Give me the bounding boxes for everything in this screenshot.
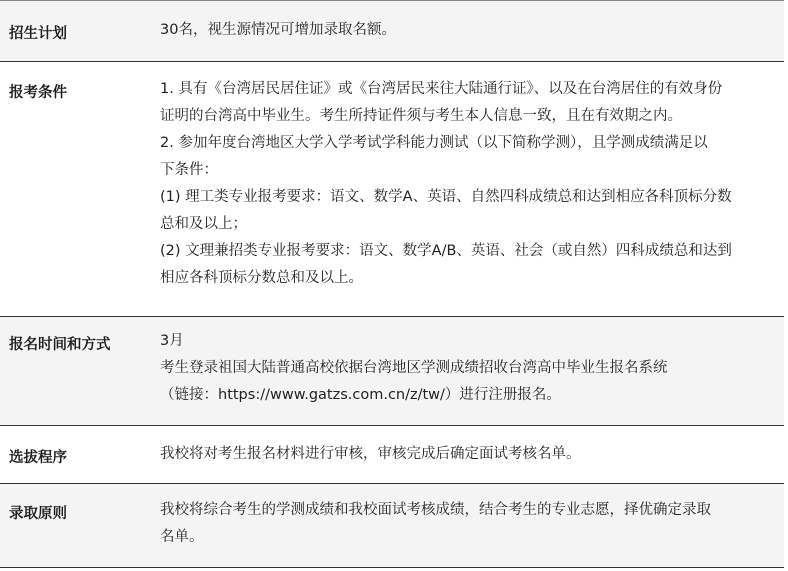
content-line: 30名，视生源情况可增加录取名额。 [160, 22, 396, 38]
content-line: 总和及以上； [160, 216, 247, 232]
table-row-registration [0, 317, 784, 426]
row-content [160, 497, 778, 551]
row-label: 招生计划 [9, 26, 67, 42]
row-content [160, 441, 778, 468]
row-content [160, 17, 778, 44]
content-line: 考生登录祖国大陆普通高校依据台湾地区学测成绩招收台湾高中毕业生报名系统 [160, 360, 668, 376]
content-line: 3月 [160, 333, 184, 349]
row-label: 选拔程序 [9, 450, 67, 466]
content-line: (2) 文理兼招类专业报考要求：语文、数学A/B、英语、社会（或自然）四科成绩总和达到 [160, 243, 732, 259]
content-line: 证明的台湾高中毕业生。考生所持证件须与考生本人信息一致，且在有效期之内。 [160, 108, 682, 124]
content-line: 名单。 [160, 529, 204, 545]
content-line: 1. 具有《台湾居民居住证》或《台湾居民来往大陆通行证》、以及在台湾居住的有效身份 [160, 81, 723, 97]
content-line: 2. 参加年度台湾地区大学入学考试学科能力测试（以下简称学测），且学测成绩满足以 [160, 135, 708, 151]
content-line: 我校将综合考生的学测成绩和我校面试考核成绩，结合考生的专业志愿，择优确定录取 [160, 502, 711, 518]
content-line: (1) 理工类专业报考要求：语文、数学A、英语、自然四科成绩总和达到相应各科顶标分数 [160, 189, 732, 205]
row-label: 报考条件 [9, 85, 67, 101]
content-line: （链接：https://www.gatzs.com.cn/z/tw/）进行注册报名。 [160, 387, 561, 403]
row-label: 录取原则 [9, 506, 67, 522]
content-line: 相应各科顶标分数总和及以上。 [160, 270, 363, 286]
row-content [160, 328, 778, 409]
row-content [160, 76, 778, 292]
table-row-eligibility [0, 62, 784, 317]
table-row-admission-principle [0, 484, 784, 568]
row-label: 报名时间和方式 [9, 337, 111, 353]
content-line: 下条件： [160, 162, 218, 178]
content-line: 我校将对考生报名材料进行审核，审核完成后确定面试考核名单。 [160, 446, 581, 462]
table-row-enrollment-plan [0, 0, 784, 62]
table-row-selection-process [0, 426, 784, 484]
